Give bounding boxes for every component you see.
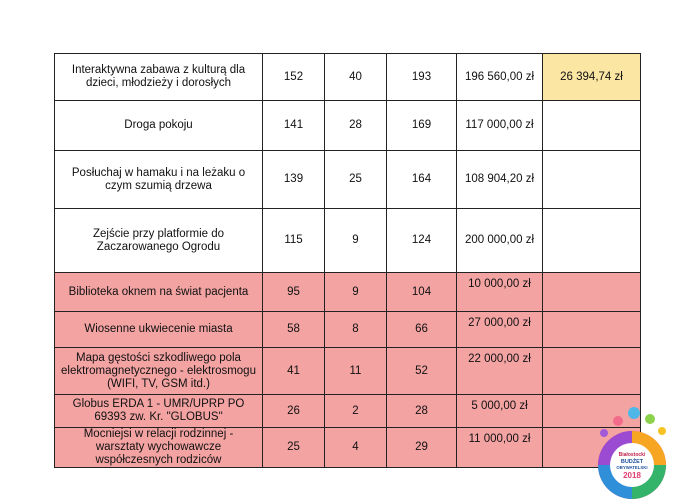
votes-b: 11 xyxy=(325,348,387,395)
votes-total: 104 xyxy=(387,273,457,312)
votes-b: 4 xyxy=(325,428,387,468)
table-row xyxy=(55,209,641,273)
remaining-amount xyxy=(543,101,641,151)
project-cost: 27 000,00 zł xyxy=(457,312,543,348)
project-cost: 22 000,00 zł xyxy=(457,348,543,395)
project-cost: 5 000,00 zł xyxy=(457,395,543,428)
table-row xyxy=(55,151,641,209)
project-cost: 200 000,00 zł xyxy=(457,209,543,273)
logo-line1: Białostocki xyxy=(618,452,646,458)
project-name: Mocniejsi w relacji rodzinnej - warsztaty wychowawcze współczesnych rodziców xyxy=(55,428,263,468)
votes-total: 28 xyxy=(387,395,457,428)
budget-logo xyxy=(590,405,674,501)
votes-total: 124 xyxy=(387,209,457,273)
votes-b: 25 xyxy=(325,151,387,209)
project-cost: 10 000,00 zł xyxy=(457,273,543,312)
table-row xyxy=(55,54,641,101)
votes-a: 25 xyxy=(263,428,325,468)
table-row xyxy=(55,273,641,312)
logo-line2: BUDŻET xyxy=(620,459,644,465)
project-name: Droga pokoju xyxy=(55,101,263,151)
project-name: Biblioteka oknem na świat pacjenta xyxy=(55,273,263,312)
logo-year: 2018 xyxy=(623,471,641,480)
project-name: Wiosenne ukwiecenie miasta xyxy=(55,312,263,348)
project-name: Zejście przy platformie do Zaczarowanego Ogrodu xyxy=(55,209,263,273)
logo-line3: OBYWATELSKI xyxy=(616,465,648,470)
votes-b: 9 xyxy=(325,273,387,312)
project-cost: 108 904,20 zł xyxy=(457,151,543,209)
table-row xyxy=(55,101,641,151)
votes-total: 52 xyxy=(387,348,457,395)
project-name: Mapa gęstości szkodliwego pola elektromagnetycznego - elektrosmogu (WIFI, TV, GSM itd.) xyxy=(55,348,263,395)
votes-b: 9 xyxy=(325,209,387,273)
votes-a: 139 xyxy=(263,151,325,209)
votes-b: 8 xyxy=(325,312,387,348)
votes-a: 141 xyxy=(263,101,325,151)
votes-a: 58 xyxy=(263,312,325,348)
votes-a: 152 xyxy=(263,54,325,101)
project-name: Posłuchaj w hamaku i na leżaku o czym szumią drzewa xyxy=(55,151,263,209)
remaining-amount xyxy=(543,312,641,348)
project-cost: 11 000,00 zł xyxy=(457,428,543,468)
votes-a: 95 xyxy=(263,273,325,312)
remaining-amount xyxy=(543,273,641,312)
votes-a: 41 xyxy=(263,348,325,395)
table-row xyxy=(55,428,641,468)
votes-total: 164 xyxy=(387,151,457,209)
table-row xyxy=(55,348,641,395)
remaining-amount xyxy=(543,151,641,209)
project-name: Interaktywna zabawa z kulturą dla dzieci, młodzieży i dorosłych xyxy=(55,54,263,101)
votes-total: 169 xyxy=(387,101,457,151)
votes-total: 29 xyxy=(387,428,457,468)
table-row xyxy=(55,395,641,428)
votes-b: 2 xyxy=(325,395,387,428)
votes-total: 66 xyxy=(387,312,457,348)
remaining-amount xyxy=(543,348,641,395)
remaining-amount xyxy=(543,209,641,273)
votes-total: 193 xyxy=(387,54,457,101)
votes-a: 26 xyxy=(263,395,325,428)
remaining-amount: 26 394,74 zł xyxy=(543,54,641,101)
votes-b: 28 xyxy=(325,101,387,151)
results-table xyxy=(54,53,641,468)
votes-a: 115 xyxy=(263,209,325,273)
project-name: Globus ERDA 1 - UMR/UPRP PO 69393 zw. Kr. "GLOBUS" xyxy=(55,395,263,428)
table-row xyxy=(55,312,641,348)
project-cost: 117 000,00 zł xyxy=(457,101,543,151)
votes-b: 40 xyxy=(325,54,387,101)
project-cost: 196 560,00 zł xyxy=(457,54,543,101)
